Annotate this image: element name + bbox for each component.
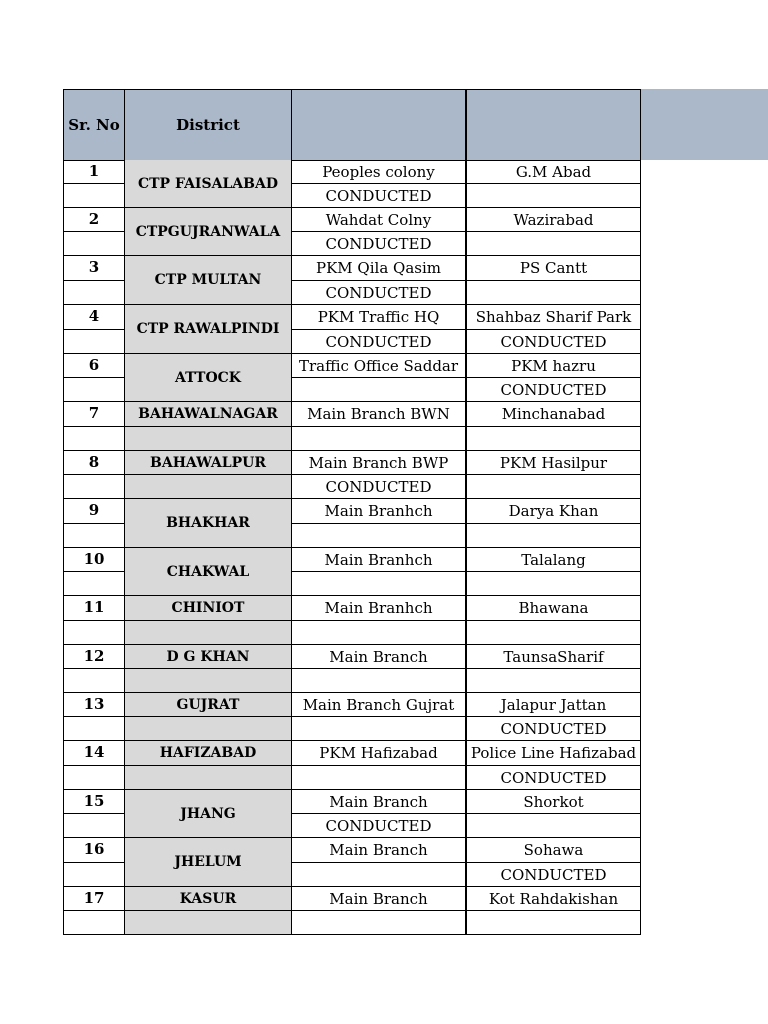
location-cell xyxy=(467,596,641,621)
serial-number-text: 12 xyxy=(83,647,105,665)
location-cell xyxy=(467,378,641,402)
location-cell xyxy=(467,572,641,596)
serial-number-text: 13 xyxy=(83,695,105,713)
district-name xyxy=(125,256,292,305)
district-name-text: CTP FAISALABAD xyxy=(137,175,278,192)
serial-number-text: 3 xyxy=(88,258,100,276)
serial-spacer xyxy=(63,330,125,354)
location-cell xyxy=(467,887,641,911)
district-name xyxy=(125,596,292,621)
location-cell-text: Shorkot xyxy=(523,792,584,811)
district-spacer xyxy=(125,717,292,741)
location-cell-text: Shahbaz Sharif Park xyxy=(475,308,632,326)
location-cell-text: PKM Hafizabad xyxy=(319,744,438,762)
location-cell xyxy=(467,305,641,330)
district-name xyxy=(125,548,292,596)
location-cell-text: Bhawana xyxy=(518,599,589,617)
serial-number-text: 6 xyxy=(88,356,100,374)
district-name xyxy=(125,790,292,838)
serial-number-text: 8 xyxy=(88,453,100,471)
district-name xyxy=(125,160,292,208)
serial-number xyxy=(63,887,125,911)
location-cell xyxy=(292,669,467,693)
location-cell xyxy=(292,354,467,378)
district-name xyxy=(125,838,292,887)
location-cell xyxy=(467,402,641,427)
location-cell xyxy=(292,621,467,645)
serial-number-text: 17 xyxy=(83,889,105,907)
location-cell-text: Sohawa xyxy=(523,841,584,859)
serial-spacer xyxy=(63,475,125,499)
district-name-text: CTP MULTAN xyxy=(154,272,262,288)
district-name xyxy=(125,693,292,717)
serial-spacer xyxy=(63,281,125,305)
serial-spacer xyxy=(63,911,125,935)
location-cell xyxy=(467,427,641,451)
location-cell xyxy=(292,717,467,741)
location-cell-text: CONDUCTED xyxy=(325,186,432,205)
location-cell xyxy=(292,863,467,887)
district-name xyxy=(125,741,292,766)
district-spacer xyxy=(125,766,292,790)
serial-number-text: 15 xyxy=(83,792,105,810)
location-cell-text: Main Branhch xyxy=(324,550,433,569)
location-cell-text: Police Line Hafizabad xyxy=(470,744,637,762)
district-name xyxy=(125,402,292,427)
location-cell xyxy=(467,645,641,669)
serial-number-text: 2 xyxy=(88,210,100,228)
location-cell-text: Main Branhch xyxy=(324,502,433,520)
location-cell xyxy=(467,524,641,548)
district-name-text: BAHAWALPUR xyxy=(150,454,266,471)
serial-number-text: 4 xyxy=(88,307,100,325)
serial-number xyxy=(63,256,125,281)
location-cell xyxy=(467,475,641,499)
location-cell xyxy=(467,621,641,645)
location-cell xyxy=(467,814,641,838)
location-cell xyxy=(292,499,467,524)
location-cell-text: PKM Hasilpur xyxy=(499,453,608,472)
location-cell xyxy=(292,814,467,838)
location-cell xyxy=(292,208,467,232)
district-spacer xyxy=(125,911,292,935)
serial-spacer xyxy=(63,814,125,838)
location-cell-text: PKM Qila Qasim xyxy=(316,259,441,277)
serial-number-text: 1 xyxy=(88,162,100,180)
district-name xyxy=(125,451,292,475)
location-cell-text: Minchanabad xyxy=(501,405,606,423)
serial-spacer xyxy=(63,427,125,451)
location-cell xyxy=(292,693,467,717)
district-name xyxy=(125,208,292,256)
serial-spacer xyxy=(63,524,125,548)
location-cell xyxy=(467,693,641,717)
serial-number xyxy=(63,645,125,669)
location-cell xyxy=(467,911,641,935)
header-location-1 xyxy=(292,89,467,161)
location-cell-text: CONDUCTED xyxy=(500,865,607,884)
location-cell xyxy=(467,669,641,693)
location-cell-text: PS Cantt xyxy=(519,259,588,277)
location-cell-text: CONDUCTED xyxy=(325,477,432,496)
serial-spacer xyxy=(63,572,125,596)
location-cell xyxy=(292,256,467,281)
location-cell xyxy=(467,717,641,741)
location-cell-text: Main Branch xyxy=(329,647,428,666)
district-name-text: D G KHAN xyxy=(166,648,250,665)
location-cell-text: Talalang xyxy=(521,550,586,569)
location-cell xyxy=(467,790,641,814)
serial-spacer xyxy=(63,717,125,741)
location-cell-text: Wahdat Colny xyxy=(325,210,432,229)
serial-number xyxy=(63,596,125,621)
location-cell xyxy=(292,184,467,208)
location-cell xyxy=(467,232,641,256)
serial-spacer xyxy=(63,669,125,693)
serial-number-text: 14 xyxy=(83,743,105,761)
serial-number xyxy=(63,548,125,572)
district-spacer xyxy=(125,669,292,693)
district-name xyxy=(125,499,292,548)
serial-spacer xyxy=(63,863,125,887)
location-cell xyxy=(467,548,641,572)
district-name-text: CHAKWAL xyxy=(166,563,250,580)
location-cell xyxy=(292,741,467,766)
header-district xyxy=(125,89,292,161)
district-name-text: CTPGUJRANWALA xyxy=(135,223,281,240)
location-cell xyxy=(467,281,641,305)
location-cell xyxy=(292,281,467,305)
serial-number xyxy=(63,305,125,330)
serial-number-text: 7 xyxy=(88,404,100,422)
location-cell-text: Main Branch Gujrat xyxy=(302,695,455,714)
location-cell xyxy=(292,330,467,354)
district-name-text: BHAKHAR xyxy=(166,515,250,531)
location-cell-text: CONDUCTED xyxy=(500,719,607,738)
location-cell xyxy=(292,378,467,402)
location-cell xyxy=(467,838,641,863)
district-name xyxy=(125,354,292,402)
location-cell xyxy=(467,184,641,208)
location-cell-text: CONDUCTED xyxy=(325,816,432,835)
serial-number xyxy=(63,402,125,427)
district-spacer xyxy=(125,427,292,451)
district-name-text: KASUR xyxy=(179,890,237,907)
location-cell xyxy=(292,427,467,451)
district-name xyxy=(125,645,292,669)
location-cell-text: Main Branch xyxy=(329,792,428,811)
serial-spacer xyxy=(63,766,125,790)
serial-number xyxy=(63,499,125,524)
location-cell xyxy=(467,256,641,281)
location-cell xyxy=(467,766,641,790)
district-name-text: JHELUM xyxy=(174,854,242,870)
location-cell-text: Main Branch xyxy=(329,841,428,859)
header-district-text: District xyxy=(176,116,240,134)
location-cell-text: Peoples colony xyxy=(322,162,435,181)
serial-spacer xyxy=(63,232,125,256)
location-cell xyxy=(292,887,467,911)
location-cell xyxy=(467,499,641,524)
location-cell-text: Wazirabad xyxy=(513,210,594,229)
serial-number xyxy=(63,790,125,814)
location-cell xyxy=(292,475,467,499)
location-cell-text: Darya Khan xyxy=(508,502,599,520)
serial-spacer xyxy=(63,184,125,208)
district-spacer xyxy=(125,475,292,499)
district-name xyxy=(125,887,292,911)
location-cell xyxy=(292,645,467,669)
serial-number xyxy=(63,451,125,475)
location-cell xyxy=(467,160,641,184)
header-sr-no xyxy=(63,89,125,161)
serial-number xyxy=(63,838,125,863)
location-cell xyxy=(467,208,641,232)
district-name-text: JHANG xyxy=(180,805,236,822)
location-cell xyxy=(292,232,467,256)
location-cell-text: PKM hazru xyxy=(511,356,596,375)
location-cell-text: CONDUCTED xyxy=(325,234,432,253)
serial-number xyxy=(63,693,125,717)
location-cell-text: Main Branch BWP xyxy=(308,453,449,472)
serial-spacer xyxy=(63,621,125,645)
location-cell xyxy=(292,451,467,475)
district-name-text: CHINIOT xyxy=(171,600,245,616)
location-cell-text: Jalapur Jattan xyxy=(500,695,607,714)
location-cell-text: CONDUCTED xyxy=(325,332,432,351)
location-cell xyxy=(467,741,641,766)
district-name-text: ATTOCK xyxy=(175,369,241,386)
location-cell-text: Kot Rahdakishan xyxy=(488,889,619,908)
location-cell xyxy=(292,572,467,596)
location-cell xyxy=(292,524,467,548)
location-cell-text: Main Branch xyxy=(329,889,428,908)
header-sr-no-text: Sr. No xyxy=(68,116,120,134)
location-cell xyxy=(292,402,467,427)
location-cell xyxy=(292,790,467,814)
location-cell-text: G.M Abad xyxy=(515,162,592,181)
district-name-text: GUJRAT xyxy=(176,696,240,713)
serial-number-text: 11 xyxy=(83,598,105,616)
district-name-text: HAFIZABAD xyxy=(159,745,257,761)
header-location-2 xyxy=(467,89,641,161)
location-cell-text: Traffic Office Saddar xyxy=(298,356,459,375)
location-cell xyxy=(292,766,467,790)
location-cell-text: CONDUCTED xyxy=(500,768,607,787)
serial-number-text: 16 xyxy=(83,840,105,858)
serial-number xyxy=(63,208,125,232)
serial-number xyxy=(63,741,125,766)
location-cell-text: Main Branch BWN xyxy=(307,405,450,423)
location-cell xyxy=(467,330,641,354)
location-cell-text: CONDUCTED xyxy=(325,283,432,302)
location-cell xyxy=(292,596,467,621)
serial-spacer xyxy=(63,378,125,402)
district-name xyxy=(125,305,292,354)
district-spacer xyxy=(125,621,292,645)
serial-number-text: 10 xyxy=(83,550,105,568)
location-cell xyxy=(292,838,467,863)
location-cell xyxy=(292,911,467,935)
location-cell-text: TaunsaSharif xyxy=(503,647,604,666)
location-cell xyxy=(467,451,641,475)
serial-number-text: 9 xyxy=(88,501,100,519)
location-cell-text: CONDUCTED xyxy=(500,380,607,399)
serial-number xyxy=(63,160,125,184)
location-cell xyxy=(467,863,641,887)
location-cell-text: PKM Traffic HQ xyxy=(317,308,440,326)
location-cell xyxy=(292,160,467,184)
serial-number xyxy=(63,354,125,378)
location-cell xyxy=(292,548,467,572)
location-cell-text: Main Branhch xyxy=(324,599,433,617)
location-cell xyxy=(467,354,641,378)
location-cell-text: CONDUCTED xyxy=(500,332,607,351)
district-name-text: CTP RAWALPINDI xyxy=(136,321,280,337)
location-cell xyxy=(292,305,467,330)
district-name-text: BAHAWALNAGAR xyxy=(138,406,278,422)
